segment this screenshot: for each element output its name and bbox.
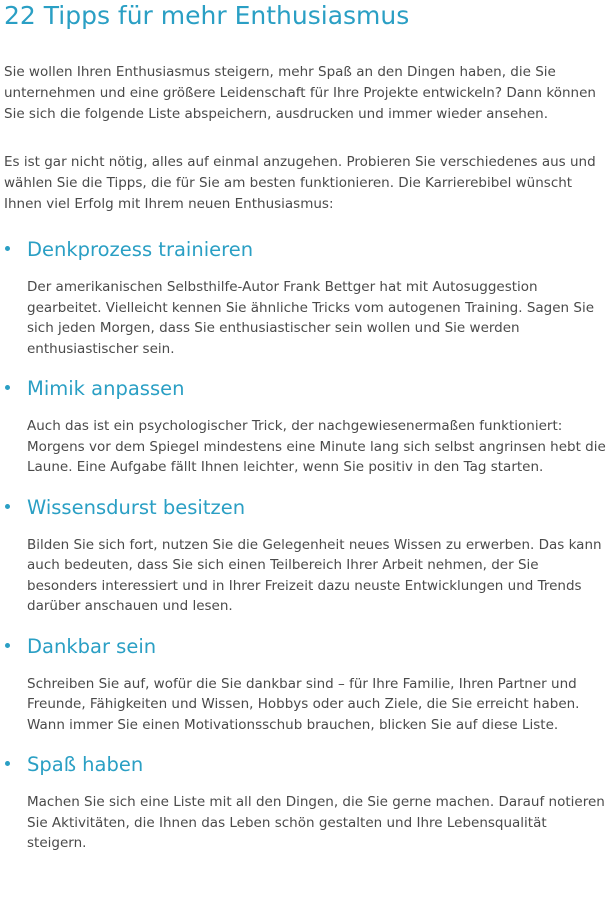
tip-title: Wissensdurst besitzen bbox=[27, 495, 246, 519]
tip-item bbox=[4, 753, 610, 854]
intro-paragraph-1: Sie wollen Ihren Enthusiasmus steigern, mehr Spaß an den Dingen haben, die Sie unternehmen und eine größere Leidenschaft für Ihre Projekte entwickeln? Dann können Sie sich die folgende Liste abspeichern, ausdrucken und immer wieder ansehen. bbox=[4, 64, 596, 122]
tip-body: Schreiben Sie auf, wofür die Sie dankbar sind – für Ihre Familie, Ihren Partner und Freunde, Fähigkeiten und Wissen, Hobbys oder auch Ziele, die Sie erreicht haben. Wann immer Sie einen Motivationsschub brauchen, blicken Sie auf diese Liste. bbox=[27, 675, 580, 733]
page-title: 22 Tipps für mehr Enthusiasmus bbox=[4, 1, 410, 30]
tip-item bbox=[4, 635, 610, 736]
tip-body: Auch das ist ein psychologischer Trick, der nachgewiesenermaßen funktioniert: Morgens vor dem Spiegel mindestens eine Minute lang sich selbst angrinsen hebt die Laune. Eine Aufgabe fällt Ihnen leichter, wenn Sie positiv in den Tag starten. bbox=[27, 418, 606, 475]
tip-item bbox=[4, 496, 610, 617]
tip-heading-row bbox=[4, 496, 610, 520]
tip-heading-row bbox=[4, 635, 610, 659]
bullet-icon bbox=[5, 504, 10, 509]
tip-heading-row bbox=[4, 238, 610, 262]
bullet-icon bbox=[5, 246, 10, 251]
bullet-icon bbox=[5, 385, 10, 390]
bullet-icon bbox=[5, 761, 10, 766]
tip-body: Der amerikanischen Selbsthilfe-Autor Frank Bettger hat mit Autosuggestion gearbeitet. Vielleicht kennen Sie ähnliche Tricks vom autogenen Training. Sagen Sie sich jeden Morgen, dass Sie enthusiastischer sein wollen und Sie werden enthusiastischer sein. bbox=[27, 279, 595, 357]
tip-heading-row bbox=[4, 377, 610, 401]
tip-title: Dankbar sein bbox=[27, 634, 157, 658]
tip-title: Denkprozess trainieren bbox=[27, 238, 254, 261]
bullet-icon bbox=[5, 643, 10, 648]
intro-paragraph-2: Es ist gar nicht nötig, alles auf einmal anzugehen. Probieren Sie verschiedenes aus und wählen Sie die Tipps, die für Sie am besten funktionieren. Die Karrierebibel wünscht Ihnen viel Erfolg mit Ihrem neuen Enthusiasmus: bbox=[4, 154, 596, 212]
tip-heading-row bbox=[4, 753, 610, 777]
tip-item bbox=[4, 377, 610, 478]
tip-title: Spaß haben bbox=[27, 753, 144, 776]
tip-body: Machen Sie sich eine Liste mit all den Dingen, die Sie gerne machen. Darauf notieren Sie Aktivitäten, die Ihnen das Leben schön gestalten und Ihre Lebensqualität steigern. bbox=[27, 794, 605, 851]
tip-body: Bilden Sie sich fort, nutzen Sie die Gelegenheit neues Wissen zu erwerben. Das kann auch bedeuten, dass Sie sich einen Teilbereich Ihrer Arbeit nehmen, der Sie besonders interessiert und in Ihrer Freizeit dazu neuste Entwicklungen und Trends darüber anschauen und lesen. bbox=[27, 536, 602, 614]
tip-title: Mimik anpassen bbox=[27, 377, 185, 400]
tip-item bbox=[4, 238, 610, 359]
